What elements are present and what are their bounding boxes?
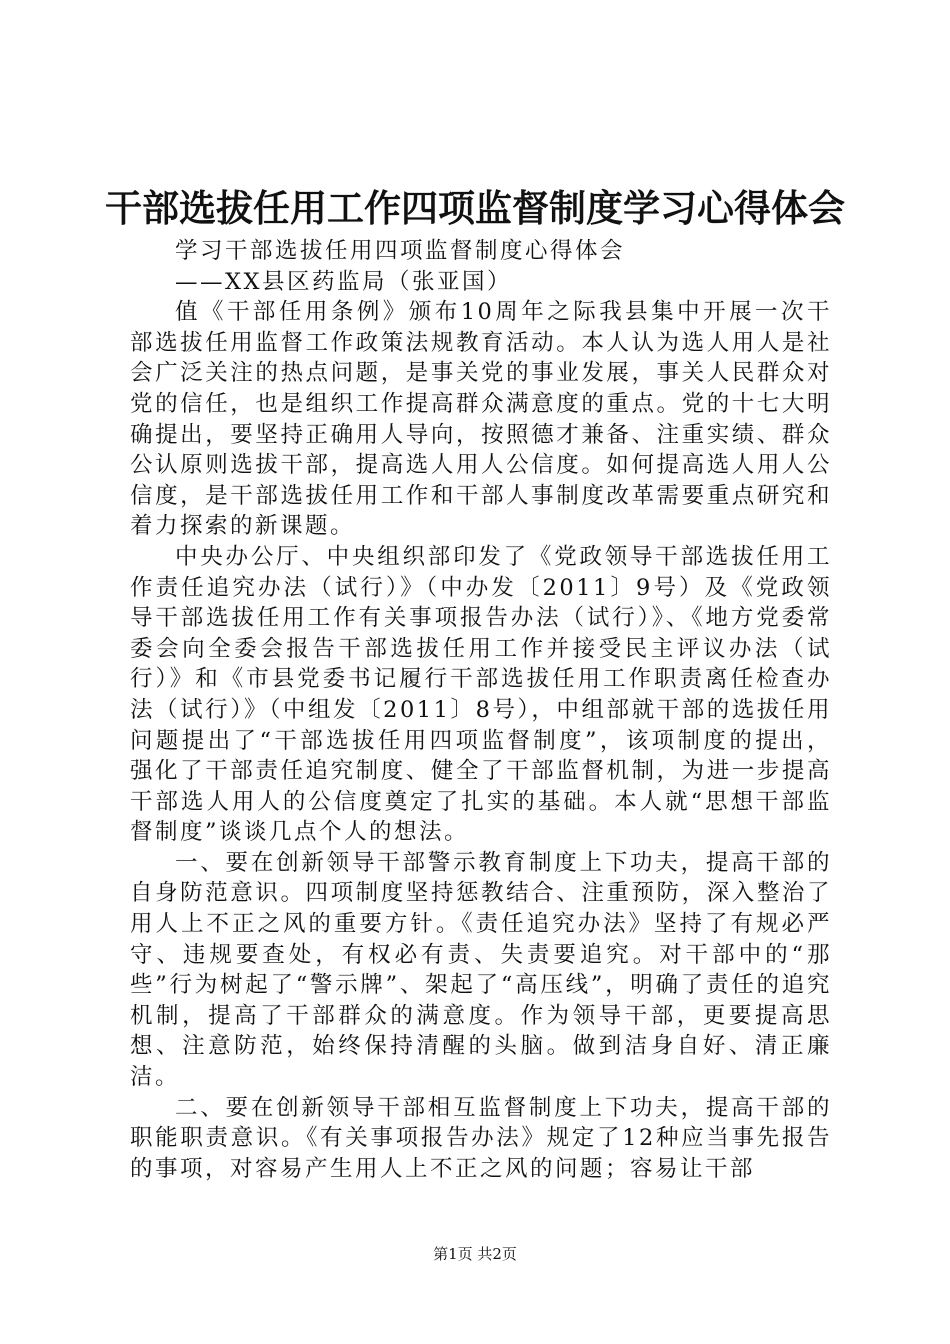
body-paragraph: 中央办公厅、中央组织部印发了《党政领导干部选拔任用工作责任追究办法（试行）》（中办发〔2011〕9号）及《党政领导干部选拔任用工作有关事项报告办法（试行）》、《地方党委常委会向全委会报告干部选拔任用工作并接受民主评议办法（试行）》和《市县党委书记履行干部选拔任用工作职责离任检查办法（试行）》（中组发〔2011〕8号），中组部就干部的选拔任用问题提出了“干部选拔任用四项监督制度”，该项制度的提出，强化了干部责任追究制度、健全了干部监督机制，为进一步提高干部选人用人的公信度奠定了扎实的基础。本人就“思想干部监督制度”谈谈几点个人的想法。 xyxy=(130,543,832,846)
author-line: ——XX县区药监局（张亚国） xyxy=(175,268,513,295)
page-footer: 第1页 共2页 xyxy=(433,1245,517,1263)
subtitle-line: 学习干部选拔任用四项监督制度心得体会 xyxy=(175,238,626,264)
body-paragraph: 值《干部任用条例》颁布10周年之际我县集中开展一次干部选拔任用监督工作政策法规教育活动。本人认为选人用人是社会广泛关注的热点问题，是事关党的事业发展，事关人民群众对党的信任，也是组织工作提高群众满意度的重点。党的十七大明确提出，要坚持正确用人导向，按照德才兼备、注重实绩、群众公认原则选拔干部，提高选人用人公信度。如何提高选人用人公信度，是干部选拔任用工作和干部人事制度改革需要重点研究和着力探索的新课题。 xyxy=(130,299,832,540)
document-title: 干部选拔任用工作四项监督制度学习心得体会 xyxy=(105,187,845,230)
document-body xyxy=(130,236,832,1184)
body-paragraph: 二、要在创新领导干部相互监督制度上下功夫，提高干部的职能职责意识。《有关事项报告办法》规定了12种应当事先报告的事项，对容易产生用人上不正之风的问题；容易让干部 xyxy=(130,1094,832,1182)
body-paragraph: 一、要在创新领导干部警示教育制度上下功夫，提高干部的自身防范意识。四项制度坚持惩教结合、注重预防，深入整治了用人上不正之风的重要方针。《责任追究办法》坚持了有规必严守、违规要查处，有权必有责、失责要追究。对干部中的“那些”行为树起了“警示牌”、架起了“高压线”，明确了责任的追究机制，提高了干部群众的满意度。作为领导干部，更要提高思想、注意防范，始终保持清醒的头脑。做到洁身自好、清正廉洁。 xyxy=(130,849,832,1091)
